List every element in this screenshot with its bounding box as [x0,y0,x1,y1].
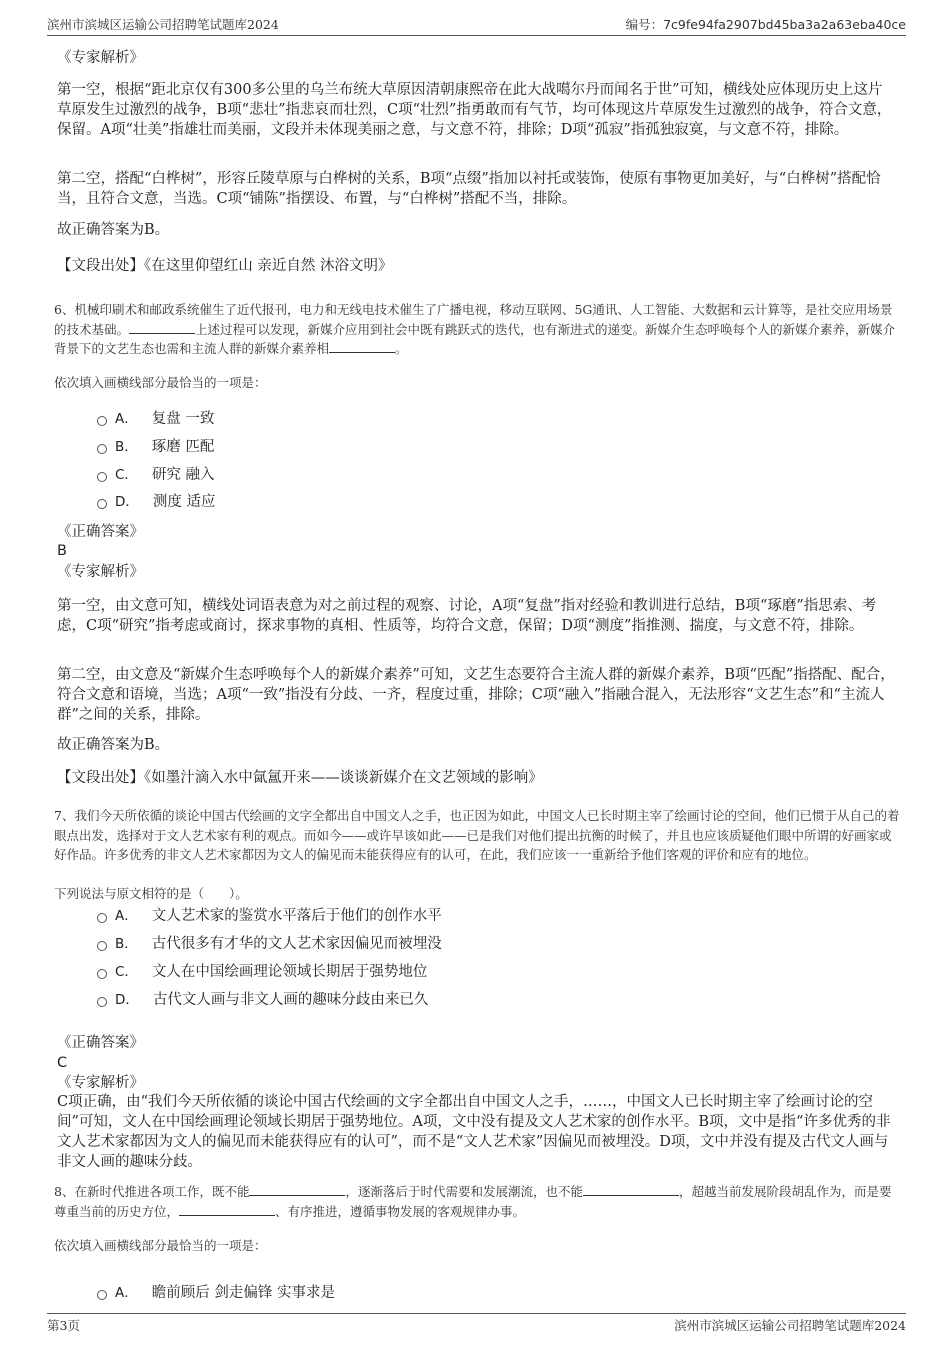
q6-source: 【文段出处】《如墨汁滴入水中氤氲开来——谈谈新媒介在文艺领域的影响》 [57,770,543,786]
q6-blank-1 [129,321,195,334]
radio-icon[interactable] [97,969,107,979]
footer-title: 滨州市滨城区运输公司招聘笔试题库2024 [674,1318,906,1333]
q6-option-b[interactable]: B． 琢磨 匹配 [97,437,214,457]
page-header [47,13,906,36]
q6-blank-2 [329,340,395,353]
q6-conclusion: 故正确答案为B。 [57,737,170,753]
q6-question-text: 6、机械印刷术和邮政系统催生了近代报刊，电力和无线电技术催生了广播电视，移动互联网、5G通讯、人工智能、大数据和云计算等，是社交应用场景的技术基础。 上述过程可以发现，新媒介应用到社会中既有跳跃式的迭代，也有渐进式的递变。新媒介生态呼唤每个人的新媒介素养，新媒介背景下的文艺生态也需和主流人群的新媒介素养相 。 [54,302,896,356]
q5-source: 【文段出处】《在这里仰望红山 亲近自然 沐浴文明》 [57,258,393,274]
page-footer [47,1313,906,1334]
q6-option-c[interactable]: C． 研究 融入 [97,465,215,485]
radio-icon[interactable] [97,499,107,509]
q5-analysis-para2: 第二空，搭配“白桦树”，形容丘陵草原与白桦树的关系，B项“点缀”指加以衬托或装饰，使原有事物更加美好，与“白桦树”搭配恰当，且符合文意，当选。C项“铺陈”指摆设、布置，与“白桦树”搭配不当，排除。 [57,171,881,207]
radio-icon[interactable] [97,444,107,454]
radio-icon[interactable] [97,997,107,1007]
q8-prompt: 依次填入画横线部分最恰当的一项是： [54,1238,267,1253]
q8-blank-1 [249,1183,345,1196]
q7-option-a[interactable]: A． 文人艺术家的鉴赏水平落后于他们的创作水平 [97,906,442,926]
q6-expert-label: 《专家解析》 [57,564,144,580]
q6-option-d[interactable]: D． 测度 适应 [97,492,216,512]
radio-icon[interactable] [97,941,107,951]
q6-analysis-para1: 第一空，由文意可知，横线处词语表意为对之前过程的观察、讨论，A项“复盘”指对经验和教训进行总结，B项“琢磨”指思索、考虑，C项“研究”指考虑或商讨，探求事物的真相、性质等，均符合文意，保留；D项“测度”指推测、揣度，与文意不符，排除。 [57,598,877,634]
q8-option-a[interactable]: A． 瞻前顾后 剑走偏锋 实事求是 [97,1283,335,1303]
q5-expert-label: 《专家解析》 [57,50,144,66]
header-doc-id: 编号：7c9fe94fa2907bd45ba3a2a63eba40ce [625,17,906,32]
radio-icon[interactable] [97,472,107,482]
q8-question-text: 8、在新时代推进各项工作，既不能 ，逐渐落后于时代需要和发展潮流，也不能 ，超越当前发展阶段胡乱作为，而是要尊重当前的历史方位， 、有序推进，遵循事物发展的客观规律办事。 [54,1184,892,1219]
q7-expert-label: 《专家解析》 [57,1075,144,1091]
q7-answer: C [57,1055,68,1071]
q6-option-a[interactable]: A． 复盘 一致 [97,409,214,429]
q7-answer-label: 《正确答案》 [57,1035,144,1051]
q8-blank-2 [583,1183,679,1196]
header-title: 滨州市滨城区运输公司招聘笔试题库2024 [47,17,279,32]
radio-icon[interactable] [97,416,107,426]
radio-icon[interactable] [97,913,107,923]
radio-icon[interactable] [97,1290,107,1300]
q6-prompt: 依次填入画横线部分最恰当的一项是： [54,375,267,390]
q8-blank-3 [179,1203,275,1216]
q6-answer-label: 《正确答案》 [57,524,144,540]
q5-analysis-para1: 第一空，根据“距北京仅有300多公里的乌兰布统大草原因清朝康熙帝在此大战噶尔丹而闻名于世”可知，横线处应体现历史上这片草原发生过激烈的战争，B项“悲壮”指悲哀而壮烈，C项“壮烈”指勇敢而有气节，均可体现这片草原发生过激烈的战争，符合文意，保留。A项“壮美”指雄壮而美丽，文段并未体现美丽之意，与文意不符，排除；D项“孤寂”指孤独寂寞，与文意不符，排除。 [57,82,892,138]
q6-answer: B [57,543,67,559]
q7-question-text: 7、我们今天所依循的谈论中国古代绘画的文字全都出自中国文人之手，也正因为如此，中国文人已长时期主宰了绘画讨论的空间，他们已惯于从自己的着眼点出发，选择对于文人艺术家有利的观点。而如今——或许早该如此——已是我们对他们提出抗衡的时候了，并且也应该质疑他们眼中所谓的好画家或好作品。许多优秀的非文人艺术家都因为文人的偏见而未能获得应有的认可，在此，我们应该一一重新给予他们客观的评价和应有的地位。 [54,808,900,862]
page-number: 第3页 [47,1318,80,1333]
q6-analysis-para2: 第二空，由文意及“新媒介生态呼唤每个人的新媒介素养”可知，文艺生态要符合主流人群的新媒介素养，B项“匹配”指搭配、配合，符合文意和语境，当选；A项“一致”指没有分歧、一齐，程度过重，排除；C项“融入”指融合混入，无法形容“文艺生态”和“主流人群”之间的关系，排除。 [57,667,895,723]
q7-option-c[interactable]: C． 文人在中国绘画理论领域长期居于强势地位 [97,962,427,982]
q7-prompt: 下列说法与原文相符的是（ ）。 [54,886,248,901]
q7-option-b[interactable]: B． 古代很多有才华的文人艺术家因偏见而被埋没 [97,934,442,954]
q5-conclusion: 故正确答案为B。 [57,222,170,238]
q7-analysis: C项正确，由“我们今天所依循的谈论中国古代绘画的文字全都出自中国文人之手，……，中国文人已长时期主宰了绘画讨论的空间”可知，文人在中国绘画理论领域长期居于强势地位。A项，文中没有提及文人艺术家的创作水平。B项，文中是指“许多优秀的非文人艺术家都因为文人的偏见而未能获得应有的认可”，而不是“文人艺术家”因偏见而被埋没。D项，文中并没有提及古代文人画与非文人画的趣味分歧。 [57,1094,891,1170]
q7-option-d[interactable]: D． 古代文人画与非文人画的趣味分歧由来已久 [97,990,428,1010]
